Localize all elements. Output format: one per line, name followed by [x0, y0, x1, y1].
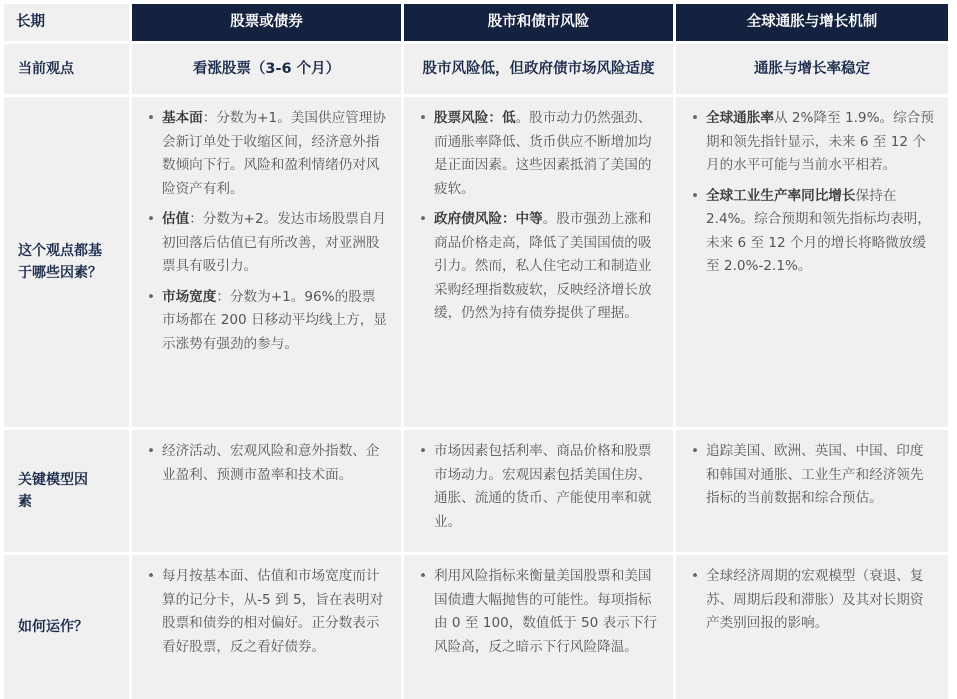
bullet-text: 追踪美国、欧洲、英国、中国、印度和韩国对通胀、工业生产和经济领先指标的当前数据和综合预估。 — [706, 443, 924, 506]
models-col3-list — [690, 440, 934, 511]
bullet-text: 从 2%降至 1.9%。综合预期和领先指针显示，未来 6 至 12 个月的水平可能与当前水平相若。 — [706, 110, 934, 173]
how-col3 — [676, 555, 948, 699]
bullet-text: 经济活动、宏观风险和意外指数、企业盈利、预测市盈率和技术面。 — [162, 443, 380, 483]
how-col1-list — [146, 565, 387, 659]
how-col2-list — [418, 565, 659, 659]
row-label-factors-text: 这个观点都基于哪些因素？ — [18, 243, 102, 281]
bullet-item — [146, 107, 387, 201]
bullet-lead: 全球工业生产率同比增长 — [706, 187, 856, 204]
bullet-text: 利用风险指标来衡量美国股票和美国国债遭大幅抛售的可能性。每项指标由 0 至 100，数值低于 50 表示下行风险高，反之暗示下行风险降温。 — [434, 568, 658, 655]
bullet-text: ：分数为+1。美国供应管理协会新订单处于收缩区间，经济意外指数倾向下行。风险和盈利情绪仍对风险资产有利。 — [162, 110, 386, 197]
bullet-item — [418, 208, 659, 326]
bullet-item — [418, 440, 659, 534]
strategy-table — [4, 4, 948, 699]
how-col2 — [404, 555, 673, 699]
factors-col2-list — [418, 107, 659, 326]
current-view-col2: 股市风险低，但政府债市场风险适度 — [404, 44, 673, 94]
bullet-item — [146, 286, 387, 357]
bullet-item — [418, 107, 659, 201]
bullet-text: ：分数为+2。发达市场股票自月初回落后估值已有所改善，对亚洲股票具有吸引力。 — [162, 211, 386, 274]
row-label-key-models — [4, 430, 129, 552]
bullet-text: ：分数为+1。96%的股票市场都在 200 日移动平均线上方，显示涨势有强劲的参与。 — [162, 288, 387, 352]
bullet-text: 市场因素包括利率、商品价格和股票市场动力。宏观因素包括美国住房、通胀、流通的货币、产能使用率和就业。 — [434, 443, 652, 530]
bullet-item — [690, 565, 934, 636]
row-label-how-it-works: 如何运作？ — [4, 555, 129, 699]
factors-col1 — [132, 97, 401, 427]
bullet-item — [146, 208, 387, 279]
factors-col2 — [404, 97, 673, 427]
bullet-lead: 估值 — [162, 211, 190, 227]
models-col1 — [132, 430, 401, 552]
current-view-col1: 看涨股票（3-6 个月） — [132, 44, 401, 94]
bullet-text: 保持在 2.4%。综合预期和领先指标均表明，未来 6 至 12 个月的增长将略微放缓至 2.0%-2.1%。 — [706, 187, 931, 274]
bullet-lead: 政府债风险：中等 — [434, 211, 543, 227]
row-label-key-models-text: 关键模型因素 — [18, 472, 88, 510]
bullet-lead: 市场宽度 — [162, 288, 217, 305]
row-label-factors — [4, 97, 129, 427]
current-view-col3: 通胀与增长率稳定 — [676, 44, 948, 94]
bullet-item — [690, 440, 934, 511]
header-equity-bond-risk: 股市和债市风险 — [404, 4, 673, 41]
models-col2 — [404, 430, 673, 552]
header-term-label: 长期 — [4, 4, 129, 41]
models-col3 — [676, 430, 948, 552]
models-col2-list — [418, 440, 659, 534]
bullet-lead: 全球通胀率 — [706, 110, 774, 126]
bullet-item — [146, 440, 387, 487]
bullet-item — [690, 185, 934, 279]
factors-col3 — [676, 97, 948, 427]
models-col1-list — [146, 440, 387, 487]
bullet-lead: 基本面 — [162, 110, 203, 126]
header-global-regime: 全球通胀与增长机制 — [676, 4, 948, 41]
factors-col3-list — [690, 107, 934, 279]
bullet-text: 。股市强劲上涨和商品价格走高，降低了美国国债的吸引力。然而，私人住宅动工和制造业采购经理指数疲软，反映经济增长放缓，仍然为持有债券提供了理据。 — [434, 211, 652, 321]
header-stocks-or-bonds: 股票或债券 — [132, 4, 401, 41]
bullet-item — [690, 107, 934, 178]
bullet-text: 全球经济周期的宏观模型（衰退、复苏、周期后段和滞胀）及其对长期资产类别回报的影响。 — [706, 568, 924, 631]
how-col3-list — [690, 565, 934, 636]
bullet-item — [418, 565, 659, 659]
factors-col1-list — [146, 107, 387, 356]
row-label-current-view: 当前观点 — [4, 44, 129, 94]
bullet-lead: 股票风险：低 — [434, 110, 516, 126]
bullet-text: 。股市动力仍然强劲、而通胀率降低、货币供应不断增加均是正面因素。这些因素抵消了美国的疲软。 — [434, 110, 652, 197]
bullet-item — [146, 565, 387, 659]
bullet-text: 每月按基本面、估值和市场宽度而计算的记分卡，从-5 到 5，旨在表明对股票和债券的相对偏好。正分数表示看好股票，反之看好债券。 — [162, 568, 384, 655]
how-col1 — [132, 555, 401, 699]
